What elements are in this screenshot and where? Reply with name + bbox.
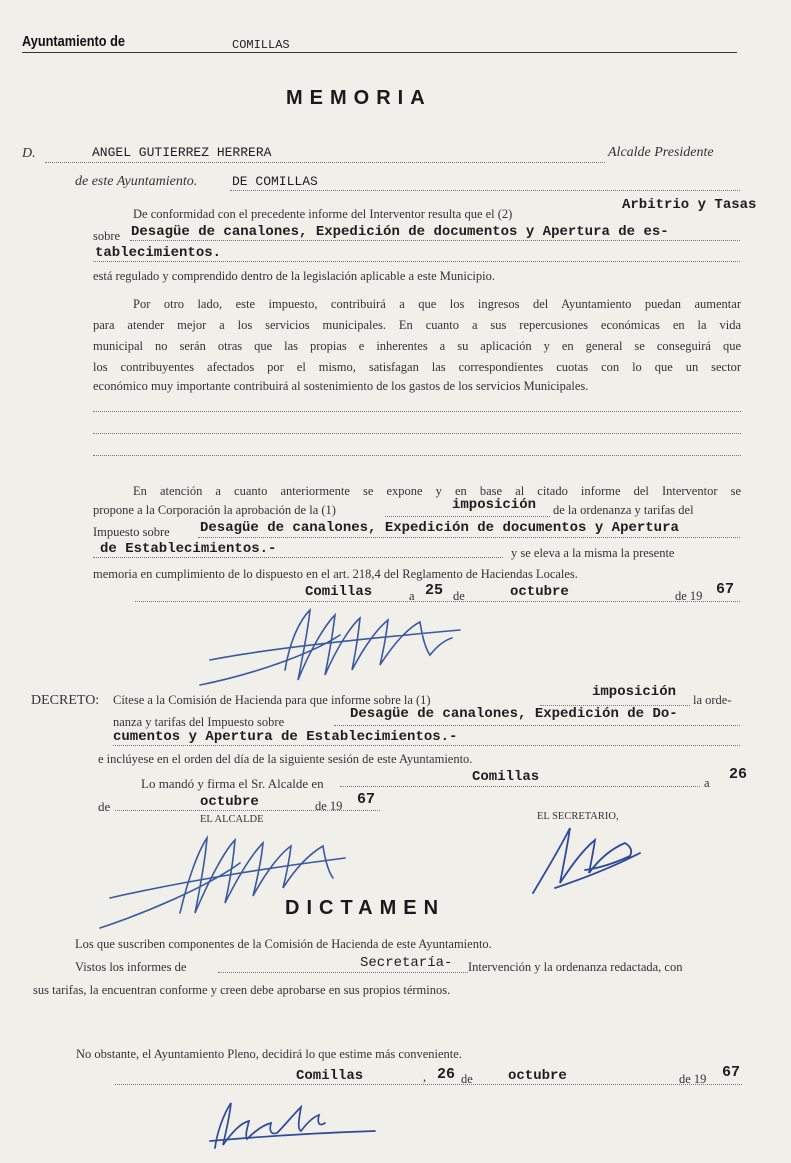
p3-line-3-rule xyxy=(198,537,740,538)
p1-line-2 xyxy=(93,261,740,262)
dictamen-date-month: octubre xyxy=(508,1068,567,1084)
decreto-year: 67 xyxy=(357,791,376,808)
dictamen-date-comma: , xyxy=(423,1070,427,1084)
dictamen-line-2a: Vistos los informes de xyxy=(75,960,187,974)
dictamen-signature xyxy=(205,1093,385,1158)
decreto-line-2-tw: Desagüe de canalones, Expedición de Do- xyxy=(350,706,678,722)
secretario-signature xyxy=(525,818,645,898)
dictamen-date-day: 26 xyxy=(437,1066,456,1083)
p1-subject-2: tablecimientos. xyxy=(95,245,222,261)
mayor-role: Alcalde Presidente xyxy=(608,145,714,160)
p1-line-1 xyxy=(130,240,740,241)
alcalde-label: EL ALCALDE xyxy=(200,814,264,825)
dictamen-line-2b: Intervención y la ordenanza redactada, con xyxy=(468,960,683,974)
decreto-date-rule xyxy=(115,810,380,811)
decreto-line-1-tw: imposición xyxy=(592,684,677,700)
blank-line-3 xyxy=(93,455,741,456)
memoria-title: MEMORIA xyxy=(286,87,432,109)
dictamen-line-3: sus tarifas, la encuentran conforme y creen debe aprobarse en sus propios términos. xyxy=(33,983,451,997)
decreto-line-5a: Lo mandó y firma el Sr. Alcalde en xyxy=(141,776,324,791)
blank-line-1 xyxy=(93,411,741,412)
p2-line-3: municipal no serán otras que las propias e inherentes a su aplicación y en general se conseguirá que xyxy=(93,339,741,353)
header-municipality: COMILLAS xyxy=(232,38,290,52)
decreto-line-4: e inclúyese en el orden del día de la siguiente sesión de este Ayuntamiento. xyxy=(98,752,473,766)
blank-line-2 xyxy=(93,433,741,434)
d-prefix: D. xyxy=(22,146,36,161)
decreto-line-3-rule xyxy=(113,745,740,746)
p3-line-4b: y se eleva a la misma la presente xyxy=(511,546,675,560)
memoria-date-month: octubre xyxy=(510,584,569,600)
mayor-name-line xyxy=(45,162,605,163)
p2-line-2: para atender mejor a los servicios municipales. En cuanto a sus repercusiones económicas en la vida xyxy=(93,318,741,332)
dictamen-line-2-tw: Secretaría- xyxy=(360,955,453,971)
p3-line-2-tw: imposición xyxy=(452,497,537,513)
decreto-place: Comillas xyxy=(472,769,540,785)
memoria-date-de19: de 19 xyxy=(675,589,703,603)
p3-line-3-tw: Desagüe de canalones, Expedición de documentos y Apertura xyxy=(200,520,679,536)
decreto-label: DECRETO: xyxy=(31,693,100,708)
p3-line-4-rule xyxy=(93,557,503,558)
alcalde-signature-memoria xyxy=(190,600,480,695)
decreto-a: a xyxy=(704,776,710,790)
p3-line-2b: de la ordenanza y tarifas del xyxy=(553,503,694,517)
dictamen-date-year: 67 xyxy=(722,1064,741,1081)
decreto-line-1a: Cítese a la Comisión de Hacienda para que informe sobre la (1) xyxy=(113,693,431,707)
p1-sobre: sobre xyxy=(93,229,121,243)
ayto-name: DE COMILLAS xyxy=(232,174,318,189)
decreto-de19: de 19 xyxy=(315,799,343,813)
decreto-de: de xyxy=(98,799,111,814)
p3-line-4-tw: de Establecimientos.- xyxy=(100,541,277,557)
dictamen-line-1: Los que suscriben componentes de la Comisión de Hacienda de este Ayuntamiento. xyxy=(75,937,492,951)
mayor-name: ANGEL GUTIERREZ HERRERA xyxy=(92,145,272,160)
p2-line-1: Por otro lado, este impuesto, contribuirá a que los ingresos del Ayuntamiento puedan aumentar xyxy=(133,297,741,311)
p1-subject-1: Desagüe de canalones, Expedición de documentos y Apertura de es- xyxy=(131,224,669,240)
decreto-line-2a: nanza y tarifas del Impuesto sobre xyxy=(113,715,285,729)
p3-line-3a: Impuesto sobre xyxy=(93,525,170,539)
ayto-prefix: de este Ayuntamiento. xyxy=(75,174,198,189)
p3-line-5: memoria en cumplimiento de lo dispuesto en el art. 218,4 del Reglamento de Haciendas Locales. xyxy=(93,567,578,581)
p1-intro: De conformidad con el precedente informe del Interventor resulta que el (2) xyxy=(133,207,513,221)
secretario-label: EL SECRETARIO, xyxy=(537,811,619,822)
decreto-line-5-rule xyxy=(340,786,700,787)
header-rule xyxy=(22,52,737,53)
p1-end: está regulado y comprendido dentro de la legislación aplicable a este Municipio. xyxy=(93,269,495,283)
p3-line-2a: propone a la Corporación la aprobación de la (1) xyxy=(93,503,336,517)
dictamen-date-rule xyxy=(115,1084,742,1085)
p3-line-1: En atención a cuanto anteriormente se expone y en base al citado informe del Interventor se xyxy=(133,484,741,498)
memoria-date-year: 67 xyxy=(716,581,735,598)
dictamen-date-de19: de 19 xyxy=(679,1072,707,1086)
memoria-date-de: de xyxy=(453,589,465,603)
ayto-line xyxy=(230,190,740,191)
p1-type: Arbitrio y Tasas xyxy=(622,197,757,213)
decreto-month: octubre xyxy=(200,794,259,810)
p3-line-2-rule xyxy=(385,516,550,517)
decreto-line-3-tw: cumentos y Apertura de Establecimientos.- xyxy=(113,729,458,745)
memoria-date-place: Comillas xyxy=(305,584,373,600)
decreto-line-1b: la orde- xyxy=(693,693,732,707)
p2-line-4: los contribuyentes afectados por el mismo, satisfagan las correspondientes cuotas con lo que un sector xyxy=(93,360,741,374)
dictamen-line-2-rule xyxy=(218,972,468,973)
p2-line-5: económico muy importante contribuirá al sostenimiento de los gastos de los servicios Municipales. xyxy=(93,379,589,393)
decreto-day: 26 xyxy=(729,766,748,783)
memoria-date-a: a xyxy=(409,589,415,603)
decreto-line-2-rule xyxy=(334,725,740,726)
header-label: Ayuntamiento de xyxy=(22,33,125,50)
dictamen-date-place: Comillas xyxy=(296,1068,364,1084)
dictamen-line-4: No obstante, el Ayuntamiento Pleno, decidirá lo que estime más conveniente. xyxy=(76,1047,462,1061)
memoria-date-day: 25 xyxy=(425,582,444,599)
dictamen-title: DICTAMEN xyxy=(285,897,446,919)
dictamen-date-de: de xyxy=(461,1072,473,1086)
